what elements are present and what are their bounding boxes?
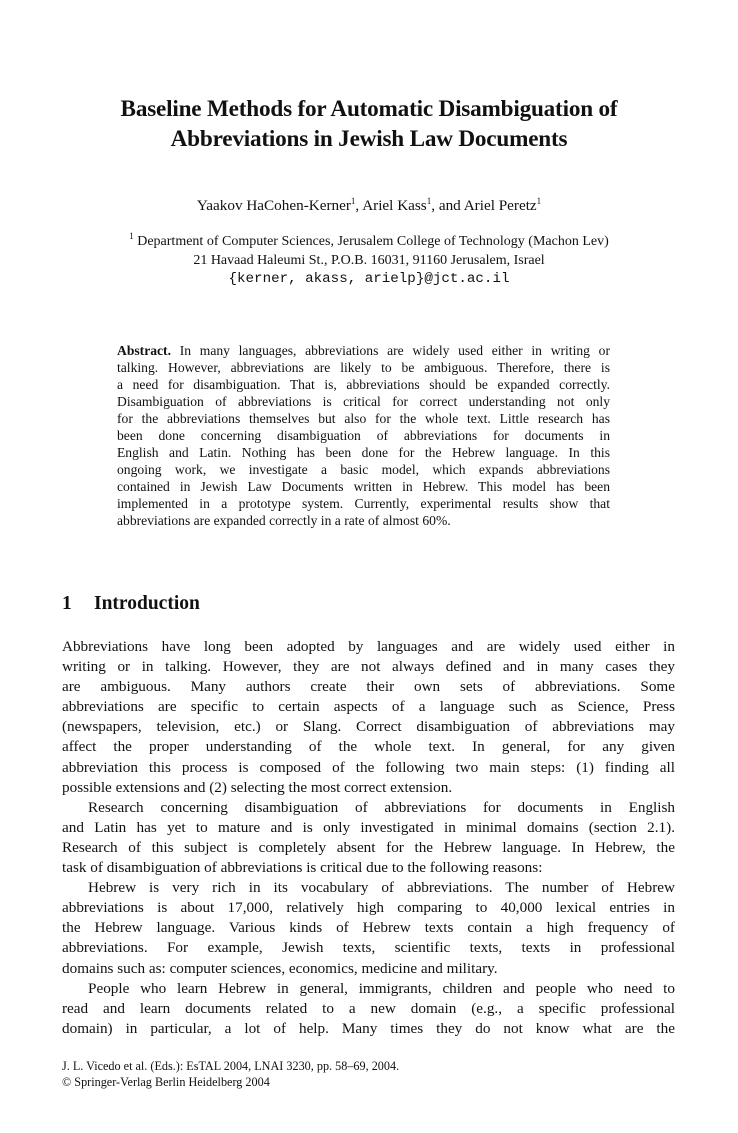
body-line: task of disambiguation of abbreviations is critical due to the following reasons: [62,859,543,877]
body-line: the Hebrew language. Various kinds of Hebrew texts contain a high frequency of [62,919,675,937]
body-line: Research of this subject is completely absent for the Hebrew language. In Hebrew, the [62,838,675,856]
affiliation-marker: 1 [350,196,356,206]
author-separator: , and [431,197,464,214]
abstract [117,342,610,529]
body-line: abbreviations. For example, Jewish texts, scientific texts, texts in professional [62,939,675,957]
author-name: Ariel Peretz [463,197,537,214]
citation-line: J. L. Vicedo et al. (Eds.): EsTAL 2004, LNAI 3230, pp. 58–69, 2004. [62,1059,400,1073]
section-title: Introduction [94,593,200,614]
title-line: Abbreviations in Jewish Law Documents [170,126,568,152]
body-line: domain) in particular, a lot of help. Many times they do not know what are the [62,1019,675,1037]
affiliation-block [60,233,678,289]
affiliation-address: 21 Havaad Haleumi St., P.O.B. 16031, 91160 Jerusalem, Israel [193,252,545,268]
section-number: 1 [62,593,72,614]
body-line: affect the proper understanding of the whole text. In general, for any given [62,738,675,756]
abstract-line: talking. However, abbreviations are likely to be ambiguous. Therefore, there is [117,360,610,375]
body-line: and Latin has yet to mature and is only investigated in minimal domains (section 2.1). [62,818,675,836]
body-line: possible extensions and (2) selecting the most correct extension. [62,778,453,796]
abstract-line: been done concerning disambiguation of abbreviations for documents in [117,428,610,443]
abstract-line: abbreviations are expanded correctly in a rate of almost 60%. [117,513,451,528]
title-line: Baseline Methods for Automatic Disambiguation of [120,96,618,122]
affiliation-department: $^1$ Department of Computer Sciences, Jerusalem College of Technology (Machon Lev) [129,231,609,249]
body-line: abbreviations are specific to certain aspects of a language such as Science, Press [62,698,675,716]
body-line: abbreviation this process is composed of the following two main steps: (1) finding all [62,758,675,776]
body-line: domains such as: computer sciences, economics, medicine and military. [62,959,498,977]
affiliation-marker: 1 [426,196,432,206]
affiliation-marker: 1 [129,231,134,241]
author-separator: , [355,197,363,214]
abstract-line: implemented in a prototype system. Currently, experimental results show that [117,496,610,511]
publication-footer [62,1058,399,1090]
author-list [60,197,678,216]
affiliation-marker: 1 [536,196,542,206]
body-line: Abbreviations have long been adopted by languages and are widely used either in [62,638,675,655]
body-line: Hebrew is very rich in its vocabulary of abbreviations. The number of Hebrew [88,879,675,897]
body-line: Research concerning disambiguation of abbreviations for documents in English [88,798,675,816]
section-heading-introduction [62,592,200,616]
body-line: are ambiguous. Many authors create their own sets of abbreviations. Some [62,678,675,696]
abstract-line: for the abbreviations themselves but also for the whole text. Little research has [117,411,610,426]
author-emails: {kerner, akass, arielp}@jct.ac.il [228,271,510,287]
author-name: Ariel Kass [362,197,427,214]
body-line: abbreviations is about 17,000, relatively high comparing to 40,000 lexical entries in [62,899,675,917]
abstract-line: a need for disambiguation. That is, abbreviations should be expanded correctly. [117,377,610,392]
author-name: Yaakov HaCohen-Kerner [196,197,351,214]
abstract-line: contained in Jewish Law Documents written in Hebrew. This model has been [117,479,610,494]
introduction-body [62,637,675,1039]
abstract-line: English and Latin. Nothing has been done for the Hebrew language. In this [117,445,610,460]
abstract-line: Disambiguation of abbreviations is critical for correct understanding not only [117,394,610,409]
abstract-label: Abstract. [117,343,171,358]
body-line: read and learn documents related to a new domain (e.g., a specific professional [62,999,675,1017]
abstract-line: ongoing work, we investigate a basic model, which expands abbreviations [117,462,610,477]
abstract-line: Abstract. In many languages, abbreviations are widely used either in writing or [117,343,610,358]
paper-title [60,94,678,154]
copyright-line: © Springer-Verlag Berlin Heidelberg 2004 [62,1075,270,1089]
body-line: writing or in talking. However, they are not always defined and in many cases they [62,658,675,676]
body-line: (newspapers, television, etc.) or Slang. Correct disambiguation of abbreviations may [62,718,675,736]
body-line: People who learn Hebrew in general, immigrants, children and people who need to [88,979,675,997]
